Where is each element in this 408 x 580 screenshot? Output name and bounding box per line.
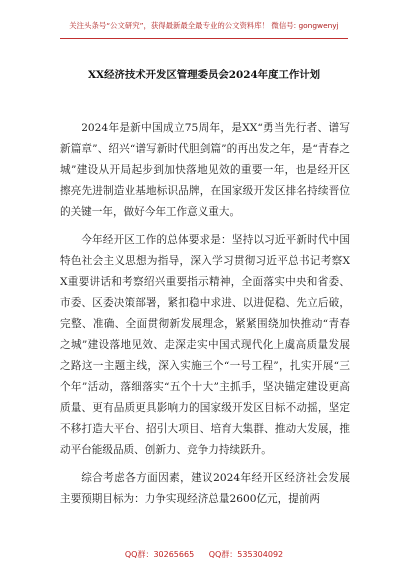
paragraph: 今年经开区工作的总体要求是：坚持以习近平新时代中国特色社会主义思想为指导，深入学习贯彻习近平总书记考察XX重要讲话和考察绍兴重要指示精神，全面落实中央和省委、市委、区委决策部署，紧扣稳中求进、以进促稳、先立后破，完整、准确、全面贯彻新发展理念，紧紧围绕加快推动“青春之城”建设落地见效、走深走实中国式现代化上虞高质量发展之路这一主题主线，深入实施三个“一号工程”，扎实开展“三个年”活动，落细落实“五个十大”主抓手，坚决锚定建设更高质量、更有品质更具影响力的国家级开发区目标不动摇，坚定不移打造大平台、招引大项目、培育大集群、推动大发展，推动平台能级品质、创新力、竞争力持续跃升。 (60, 234, 350, 456)
header-divider (60, 38, 348, 39)
footer-qq-groups (0, 549, 408, 560)
footer-qq-group-1: QQ群：30265665 (124, 550, 195, 559)
paragraph: 综合考虑各方面因素，建议2024年经开区经济社会发展主要预期目标为：力争实现经济总量2600亿元，提前两 (60, 472, 350, 505)
paragraph: 2024年是新中国成立75周年，是XX“勇当先行者、谱写新篇章”、绍兴“谱写新时代胆剑篇”的再出发之年，是“青春之城”建设从开局起步到加快落地见效的重要一年，也是经开区擦亮先进制造业基地标识品牌，在国家级开发区排名持续晋位的关键一年，做好今年工作意义重大。 (60, 122, 350, 218)
footer-qq-group-2: QQ群：535304092 (208, 550, 284, 559)
document-title: XX经济技术开发区管理委员会2024年度工作计划 (87, 69, 321, 81)
document-body (60, 118, 350, 517)
header-banner: 关注头条号“公文研究”，获得最新最全最专业的公文资料库！ 微信号: gongwenyj (69, 21, 339, 30)
